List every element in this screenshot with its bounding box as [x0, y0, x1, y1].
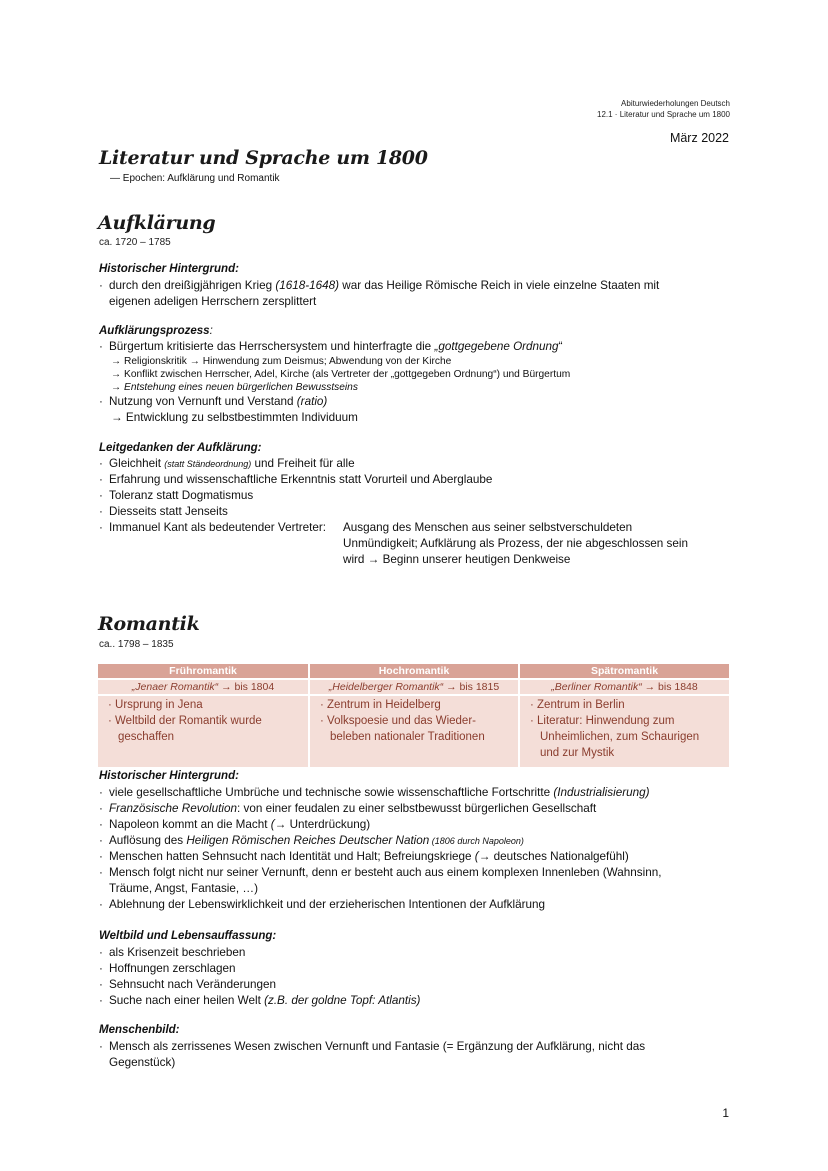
table-cell: · Zentrum in Heidelberg · Volkspoesie und das Wieder- beleben nationaler Traditionen: [309, 695, 519, 767]
list-item: · Sehnsucht nach Veränderungen: [99, 978, 277, 991]
list-item: · Napoleon kommt an die Macht (→ Unterdrückung): [99, 818, 371, 831]
document-header: [597, 98, 730, 120]
period-aufklaerung: ca. 1720 – 1785: [99, 237, 171, 248]
list-aufklaerungsprozess: [99, 339, 570, 426]
table-cell: „Berliner Romantik“ → bis 1848: [519, 679, 729, 695]
table-cell: „Heidelberger Romantik“ → bis 1815: [309, 679, 519, 695]
heading-aufklaerungsprozess: Aufklärungsprozess:: [99, 325, 213, 337]
table-cell: „Jenaer Romantik“ → bis 1804: [98, 679, 309, 695]
table-cell-item: · Weltbild der Romantik wurde: [108, 715, 262, 727]
list-hintergrund-romantik: [99, 785, 661, 913]
list-menschenbild: [99, 1039, 645, 1071]
sub-item: → Konflikt zwischen Herrscher, Adel, Kirche (als Vertreter der „gottgegeben Ordnung“) und Bürgertum: [111, 369, 571, 380]
period-romantik: ca.. 1798 – 1835: [99, 639, 174, 650]
list-item: · Hoffnungen zerschlagen: [99, 962, 236, 975]
table-cell-item: · Literatur: Hinwendung zum: [530, 715, 675, 727]
kant-description: Ausgang des Menschen aus seiner selbstverschuldeten Unmündigkeit; Aufklärung als Prozess, der nie abgeschlossen sein wird → Beginn unserer heutigen Denkweise: [343, 521, 688, 566]
list-item-kant: · Immanuel Kant als bedeutender Vertreter:: [99, 521, 326, 534]
list-hintergrund-aufklaerung: [99, 278, 659, 310]
header-course: Abiturwiederholungen Deutsch: [621, 99, 730, 108]
table-cell-item: · Ursprung in Jena: [108, 699, 203, 711]
list-item: · Nutzung von Vernunft und Verstand (ratio): [99, 395, 328, 408]
list-item: · Französische Revolution: von einer feudalen zu einer selbstbewusst bürgerlichen Gesellschaft: [99, 802, 597, 815]
heading-weltbild: Weltbild und Lebensauffassung:: [99, 930, 277, 942]
heading-menschenbild: Menschenbild:: [99, 1024, 180, 1036]
sub-item: → Entstehung eines neuen bürgerlichen Bewusstseins: [111, 382, 358, 393]
table-cell-item: · Zentrum in Berlin: [530, 699, 625, 711]
table-row-subtitle: [98, 679, 729, 695]
list-item: · viele gesellschaftliche Umbrüche und technische sowie wissenschaftliche Fortschritte (Industrialisierung): [99, 786, 650, 799]
table-header-cell: Hochromantik: [309, 664, 519, 679]
list-item: · Ablehnung der Lebenswirklichkeit und der erzieherischen Intentionen der Aufklärung: [99, 898, 545, 911]
table-row-content: [98, 695, 729, 767]
list-item: · Erfahrung und wissenschaftliche Erkenntnis statt Vorurteil und Aberglaube: [99, 473, 493, 486]
list-item: · Auflösung des Heiligen Römischen Reiches Deutscher Nation (1806 durch Napoleon): [99, 834, 524, 847]
sub-item: → Entwicklung zu selbstbestimmten Individuum: [111, 411, 358, 424]
table-cell-item: · Zentrum in Heidelberg: [320, 699, 441, 711]
page-subtitle: — Epochen: Aufklärung und Romantik: [110, 173, 280, 184]
table-cell-item: · Volkspoesie und das Wieder-: [320, 715, 476, 727]
header-date: März 2022: [669, 131, 729, 145]
list-item: · durch den dreißigjährigen Krieg (1618-1648) war das Heilige Römische Reich in viele einzelne Staaten mit: [99, 279, 660, 292]
page-title: Literatur und Sprache um 1800: [99, 147, 428, 169]
sub-item: → Religionskritik → Hinwendung zum Deismus; Abwendung von der Kirche: [111, 356, 452, 367]
list-item: · Gleichheit (statt Ständeordnung) und Freiheit für alle: [99, 457, 355, 470]
table-header-cell: Frühromantik: [98, 664, 309, 679]
list-item: · Menschen hatten Sehnsucht nach Identität und Halt; Befreiungskriege (→ deutsches Nationalgefühl): [99, 850, 629, 863]
list-item: · Mensch als zerrissenes Wesen zwischen Vernunft und Fantasie (= Ergänzung der Aufklärung, nicht das: [99, 1040, 646, 1053]
table-header-row: [98, 664, 729, 679]
table-cell: · Ursprung in Jena · Weltbild der Romantik wurde geschaffen: [98, 695, 309, 767]
section-title-aufklaerung: Aufklärung: [98, 212, 216, 234]
list-item: · Suche nach einer heilen Welt (z.B. der goldne Topf: Atlantis): [99, 994, 421, 1007]
romantik-phases-table: [98, 664, 729, 767]
list-item-continuation: Gegenstück): [109, 1056, 176, 1069]
section-title-romantik: Romantik: [98, 613, 200, 635]
heading-leitgedanken: Leitgedanken der Aufklärung:: [99, 442, 262, 454]
list-item: · Toleranz statt Dogmatismus: [99, 489, 254, 502]
heading-hintergrund-romantik: Historischer Hintergrund:: [99, 770, 239, 782]
list-item-continuation: Träume, Angst, Fantasie, …): [109, 882, 258, 895]
table-cell: · Zentrum in Berlin · Literatur: Hinwendung zum Unheimlichen, zum Schaurigen und zur Mystik: [519, 695, 729, 767]
heading-hintergrund-aufklaerung: Historischer Hintergrund:: [99, 263, 239, 275]
page-number: 1: [722, 1106, 729, 1120]
list-item: · Bürgertum kritisierte das Herrschersystem und hinterfragte die „gottgegebene Ordnung“: [99, 340, 563, 353]
table-header-cell: Spätromantik: [519, 664, 729, 679]
list-item: · als Krisenzeit beschrieben: [99, 946, 246, 959]
header-topic: 12.1 · Literatur und Sprache um 1800: [597, 110, 730, 119]
list-item: · Mensch folgt nicht nur seiner Vernunft, denn er besteht auch aus einem komplexen Innenleben (Wahnsinn,: [99, 866, 662, 879]
list-weltbild: [99, 945, 420, 1009]
list-item: · Diesseits statt Jenseits: [99, 505, 228, 518]
list-item-continuation: eigenen adeligen Herrschern zersplittert: [109, 295, 317, 308]
